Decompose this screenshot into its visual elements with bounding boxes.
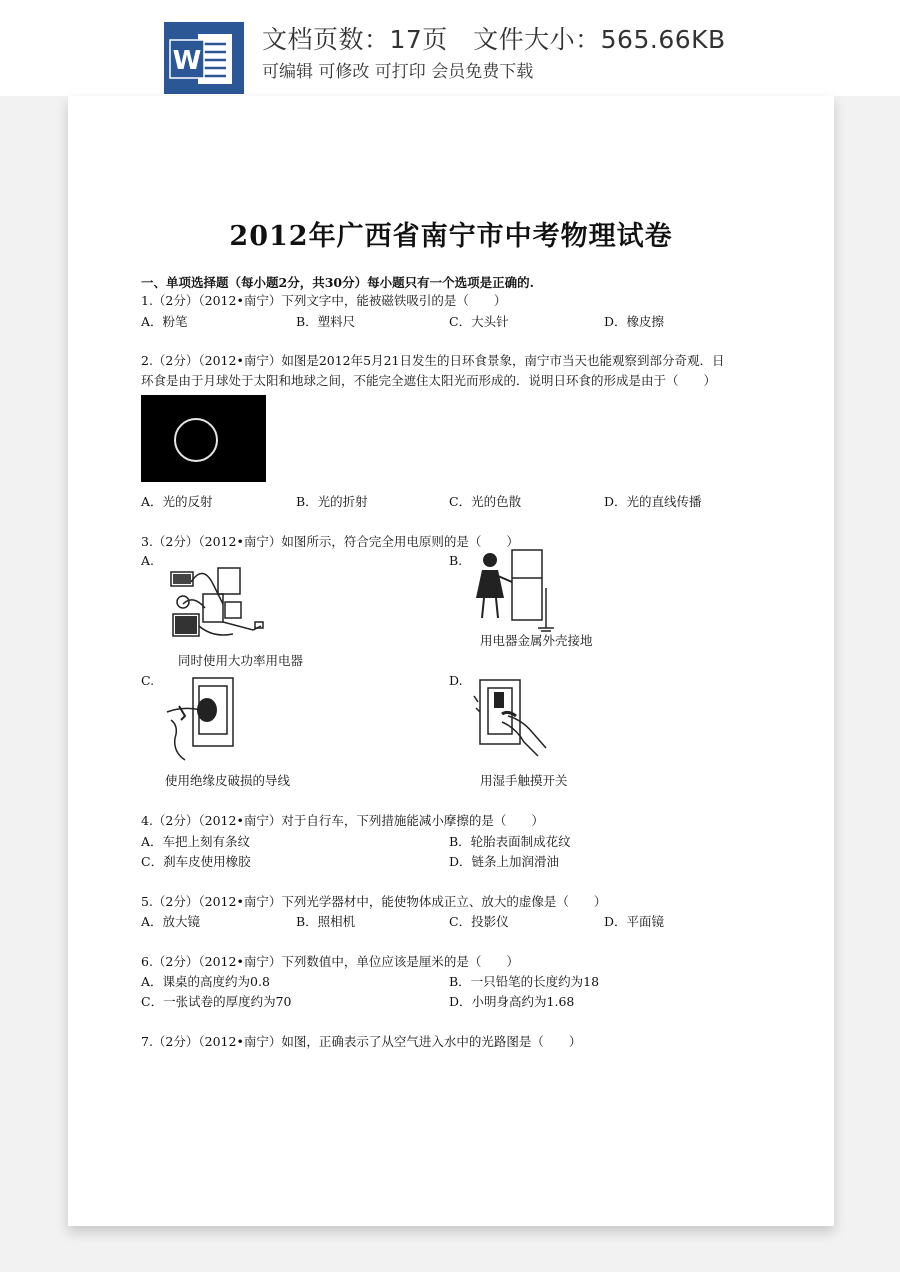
q6-option-c: C．一张试卷的厚度约为70 (141, 994, 292, 1009)
q5-option-b: B．照相机 (296, 914, 356, 929)
q3-letter-d: D. (449, 673, 463, 688)
question-1: 1.（2分）（2012•南宁）下列文字中，能被磁铁吸引的是（ ） (141, 293, 507, 308)
damaged-wire-socket-illustration (165, 676, 237, 764)
exam-title: 2012年广西省南宁市中考物理试卷 (229, 221, 673, 252)
q4-option-c: C．刹车皮使用橡胶 (141, 854, 251, 869)
q3-caption-b: 用电器金属外壳接地 (480, 633, 593, 648)
q1-option-a: A．粉笔 (141, 314, 188, 329)
document-info: 文档页数：17页 文件大小：565.66KB (262, 25, 726, 54)
q3-caption-a: 同时使用大功率用电器 (178, 653, 304, 668)
question-7: 7.（2分）（2012•南宁）如图，正确表示了从空气进入水中的光路图是（ ） (141, 1034, 582, 1049)
document-features: 可编辑 可修改 可打印 会员免费下载 (262, 62, 534, 82)
q2-option-b: B．光的折射 (296, 494, 368, 509)
section-heading: 一、单项选择题（每小题2分，共30分）每小题只有一个选项是正确的. (141, 275, 534, 290)
q5-option-c: C．投影仪 (449, 914, 509, 929)
question-2-line-1: 2.（2分）（2012•南宁）如图是2012年5月21日发生的日环食景象，南宁市当天也能观察到部分奇观．日 (141, 353, 725, 368)
annular-eclipse-image (141, 395, 266, 482)
q4-option-d: D．链条上加润滑油 (449, 854, 560, 869)
q3-caption-d: 用湿手触摸开关 (480, 773, 568, 788)
exam-paper (68, 96, 834, 1226)
question-6: 6.（2分）（2012•南宁）下列数值中，单位应该是厘米的是（ ） (141, 954, 519, 969)
q5-option-a: A．放大镜 (141, 914, 201, 929)
q1-option-c: C．大头针 (449, 314, 509, 329)
q2-option-c: C．光的色散 (449, 494, 522, 509)
q5-option-d: D．平面镜 (604, 914, 665, 929)
appliances-illustration (163, 564, 278, 644)
q6-option-a: A．课桌的高度约为0.8 (141, 974, 270, 989)
svg-text:W: W (172, 46, 202, 76)
q4-option-a: A．车把上刻有条纹 (141, 834, 251, 849)
q2-option-d: D．光的直线传播 (604, 494, 702, 509)
q6-option-b: B．一只铅笔的长度约为18 (449, 974, 600, 989)
q1-option-d: D．橡皮擦 (604, 314, 665, 329)
q6-option-d: D．小明身高约为1.68 (449, 994, 575, 1009)
q3-letter-a: A. (141, 553, 155, 568)
download-banner (0, 0, 900, 96)
question-3: 3.（2分）（2012•南宁）如图所示，符合完全用电原则的是（ ） (141, 534, 519, 549)
q4-option-b: B．轮胎表面制成花纹 (449, 834, 571, 849)
q3-letter-c: C. (141, 673, 155, 688)
question-2-line-2: 环食是由于月球处于太阳和地球之间，不能完全遮住太阳光而形成的．说明日环食的形成是由于（ ） (141, 373, 717, 388)
word-document-icon (164, 22, 244, 94)
q3-letter-b: B. (449, 553, 463, 568)
question-5: 5.（2分）（2012•南宁）下列光学器材中，能使物体成正立、放大的虚像是（ ） (141, 894, 607, 909)
q3-caption-c: 使用绝缘皮破损的导线 (165, 773, 291, 788)
grounded-fridge-illustration (472, 548, 562, 633)
q1-option-b: B．塑料尺 (296, 314, 356, 329)
wet-hand-switch-illustration (472, 676, 548, 758)
q2-option-a: A．光的反射 (141, 494, 213, 509)
question-4: 4.（2分）（2012•南宁）对于自行车，下列措施能减小摩擦的是（ ） (141, 813, 544, 828)
